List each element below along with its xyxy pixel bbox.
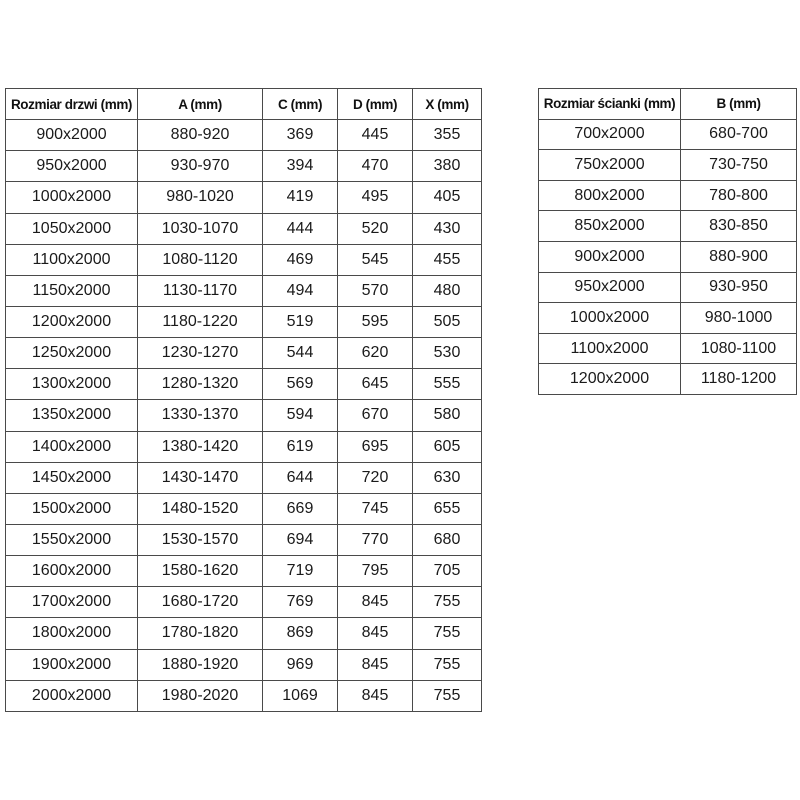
table-cell: 755 [413,587,482,618]
table-cell: 555 [413,369,482,400]
table-row [539,150,797,181]
table-cell: 1380-1420 [138,431,263,462]
table-cell: 680-700 [681,119,797,150]
table-row [539,211,797,242]
column-header: X (mm) [413,89,482,120]
table-cell: 1530-1570 [138,524,263,555]
table-cell: 1550x2000 [6,524,138,555]
table-row [6,369,482,400]
table-cell: 2000x2000 [6,680,138,711]
table-cell: 580 [413,400,482,431]
table-cell: 469 [263,244,338,275]
table-cell: 505 [413,306,482,337]
table-cell: 950x2000 [6,151,138,182]
table-row [6,306,482,337]
table-cell: 880-900 [681,241,797,272]
table-cell: 394 [263,151,338,182]
table-cell: 595 [338,306,413,337]
table-cell: 845 [338,649,413,680]
table-cell: 494 [263,275,338,306]
table-cell: 1200x2000 [6,306,138,337]
table-cell: 1800x2000 [6,618,138,649]
table-cell: 445 [338,120,413,151]
table-cell: 1180-1200 [681,364,797,395]
table-cell: 1069 [263,680,338,711]
table-row [539,364,797,395]
table-cell: 545 [338,244,413,275]
table-cell: 1880-1920 [138,649,263,680]
table-cell: 755 [413,649,482,680]
table-cell: 680 [413,524,482,555]
table-cell: 770 [338,524,413,555]
table-cell: 850x2000 [539,211,681,242]
table-cell: 569 [263,369,338,400]
table-cell: 1230-1270 [138,338,263,369]
table-row [539,272,797,303]
column-header: C (mm) [263,89,338,120]
table-cell: 1780-1820 [138,618,263,649]
table-cell: 619 [263,431,338,462]
table-cell: 1100x2000 [6,244,138,275]
table-row [6,244,482,275]
table-cell: 695 [338,431,413,462]
table-cell: 530 [413,338,482,369]
table-cell: 1300x2000 [6,369,138,400]
table-cell: 845 [338,618,413,649]
table-cell: 1200x2000 [539,364,681,395]
table-cell: 705 [413,556,482,587]
table-cell: 745 [338,493,413,524]
table-row [6,151,482,182]
table-cell: 519 [263,306,338,337]
table-cell: 720 [338,462,413,493]
table-cell: 845 [338,680,413,711]
table-cell: 1430-1470 [138,462,263,493]
table-cell: 369 [263,120,338,151]
table-cell: 1030-1070 [138,213,263,244]
table-cell: 1330-1370 [138,400,263,431]
table-cell: 795 [338,556,413,587]
table-row [6,462,482,493]
table-cell: 1700x2000 [6,587,138,618]
table-cell: 1100x2000 [539,333,681,364]
table-cell: 880-920 [138,120,263,151]
table-cell: 380 [413,151,482,182]
table-row [6,680,482,711]
table-row [539,241,797,272]
wall-table-header-row [539,89,797,120]
table-row [539,333,797,364]
table-cell: 670 [338,400,413,431]
table-cell: 900x2000 [6,120,138,151]
table-cell: 1000x2000 [539,303,681,334]
table-cell: 470 [338,151,413,182]
table-cell: 869 [263,618,338,649]
table-row [6,338,482,369]
column-header: Rozmiar ścianki (mm) [539,89,681,120]
table-cell: 1480-1520 [138,493,263,524]
column-header: Rozmiar drzwi (mm) [6,89,138,120]
table-cell: 1130-1170 [138,275,263,306]
wall-size-table [538,88,797,395]
table-row [6,120,482,151]
table-cell: 1000x2000 [6,182,138,213]
table-row [6,524,482,555]
table-cell: 930-950 [681,272,797,303]
table-cell: 980-1020 [138,182,263,213]
table-row [539,180,797,211]
table-cell: 419 [263,182,338,213]
table-cell: 930-970 [138,151,263,182]
table-row [6,275,482,306]
table-cell: 1900x2000 [6,649,138,680]
table-cell: 444 [263,213,338,244]
table-cell: 355 [413,120,482,151]
table-cell: 1600x2000 [6,556,138,587]
table-row [6,556,482,587]
table-cell: 630 [413,462,482,493]
table-row [539,303,797,334]
table-cell: 755 [413,618,482,649]
table-cell: 570 [338,275,413,306]
table-cell: 1080-1120 [138,244,263,275]
table-cell: 1280-1320 [138,369,263,400]
table-cell: 480 [413,275,482,306]
table-row [6,618,482,649]
table-cell: 655 [413,493,482,524]
table-cell: 800x2000 [539,180,681,211]
table-cell: 969 [263,649,338,680]
column-header: A (mm) [138,89,263,120]
table-row [6,587,482,618]
table-row [6,649,482,680]
table-cell: 1150x2000 [6,275,138,306]
table-cell: 755 [413,680,482,711]
table-cell: 669 [263,493,338,524]
table-cell: 1680-1720 [138,587,263,618]
table-cell: 1980-2020 [138,680,263,711]
table-cell: 1180-1220 [138,306,263,337]
table-cell: 700x2000 [539,119,681,150]
table-cell: 750x2000 [539,150,681,181]
table-cell: 1080-1100 [681,333,797,364]
column-header: D (mm) [338,89,413,120]
table-cell: 1450x2000 [6,462,138,493]
table-row [6,182,482,213]
table-cell: 1250x2000 [6,338,138,369]
table-cell: 405 [413,182,482,213]
table-cell: 594 [263,400,338,431]
table-cell: 644 [263,462,338,493]
table-cell: 730-750 [681,150,797,181]
table-row [6,431,482,462]
table-cell: 1580-1620 [138,556,263,587]
table-cell: 455 [413,244,482,275]
table-cell: 845 [338,587,413,618]
table-cell: 430 [413,213,482,244]
table-cell: 769 [263,587,338,618]
table-cell: 544 [263,338,338,369]
table-cell: 900x2000 [539,241,681,272]
table-cell: 605 [413,431,482,462]
door-table-body [6,120,482,712]
table-row [6,400,482,431]
table-cell: 1350x2000 [6,400,138,431]
table-cell: 694 [263,524,338,555]
table-row [6,213,482,244]
table-row [6,493,482,524]
wall-table-body [539,119,797,394]
table-cell: 1400x2000 [6,431,138,462]
door-table-header-row [6,89,482,120]
column-header: B (mm) [681,89,797,120]
table-cell: 780-800 [681,180,797,211]
table-cell: 1050x2000 [6,213,138,244]
table-cell: 495 [338,182,413,213]
table-cell: 1500x2000 [6,493,138,524]
door-size-table [5,88,482,712]
table-cell: 950x2000 [539,272,681,303]
table-cell: 620 [338,338,413,369]
table-cell: 520 [338,213,413,244]
table-row [539,119,797,150]
table-cell: 830-850 [681,211,797,242]
table-cell: 645 [338,369,413,400]
table-cell: 719 [263,556,338,587]
table-cell: 980-1000 [681,303,797,334]
